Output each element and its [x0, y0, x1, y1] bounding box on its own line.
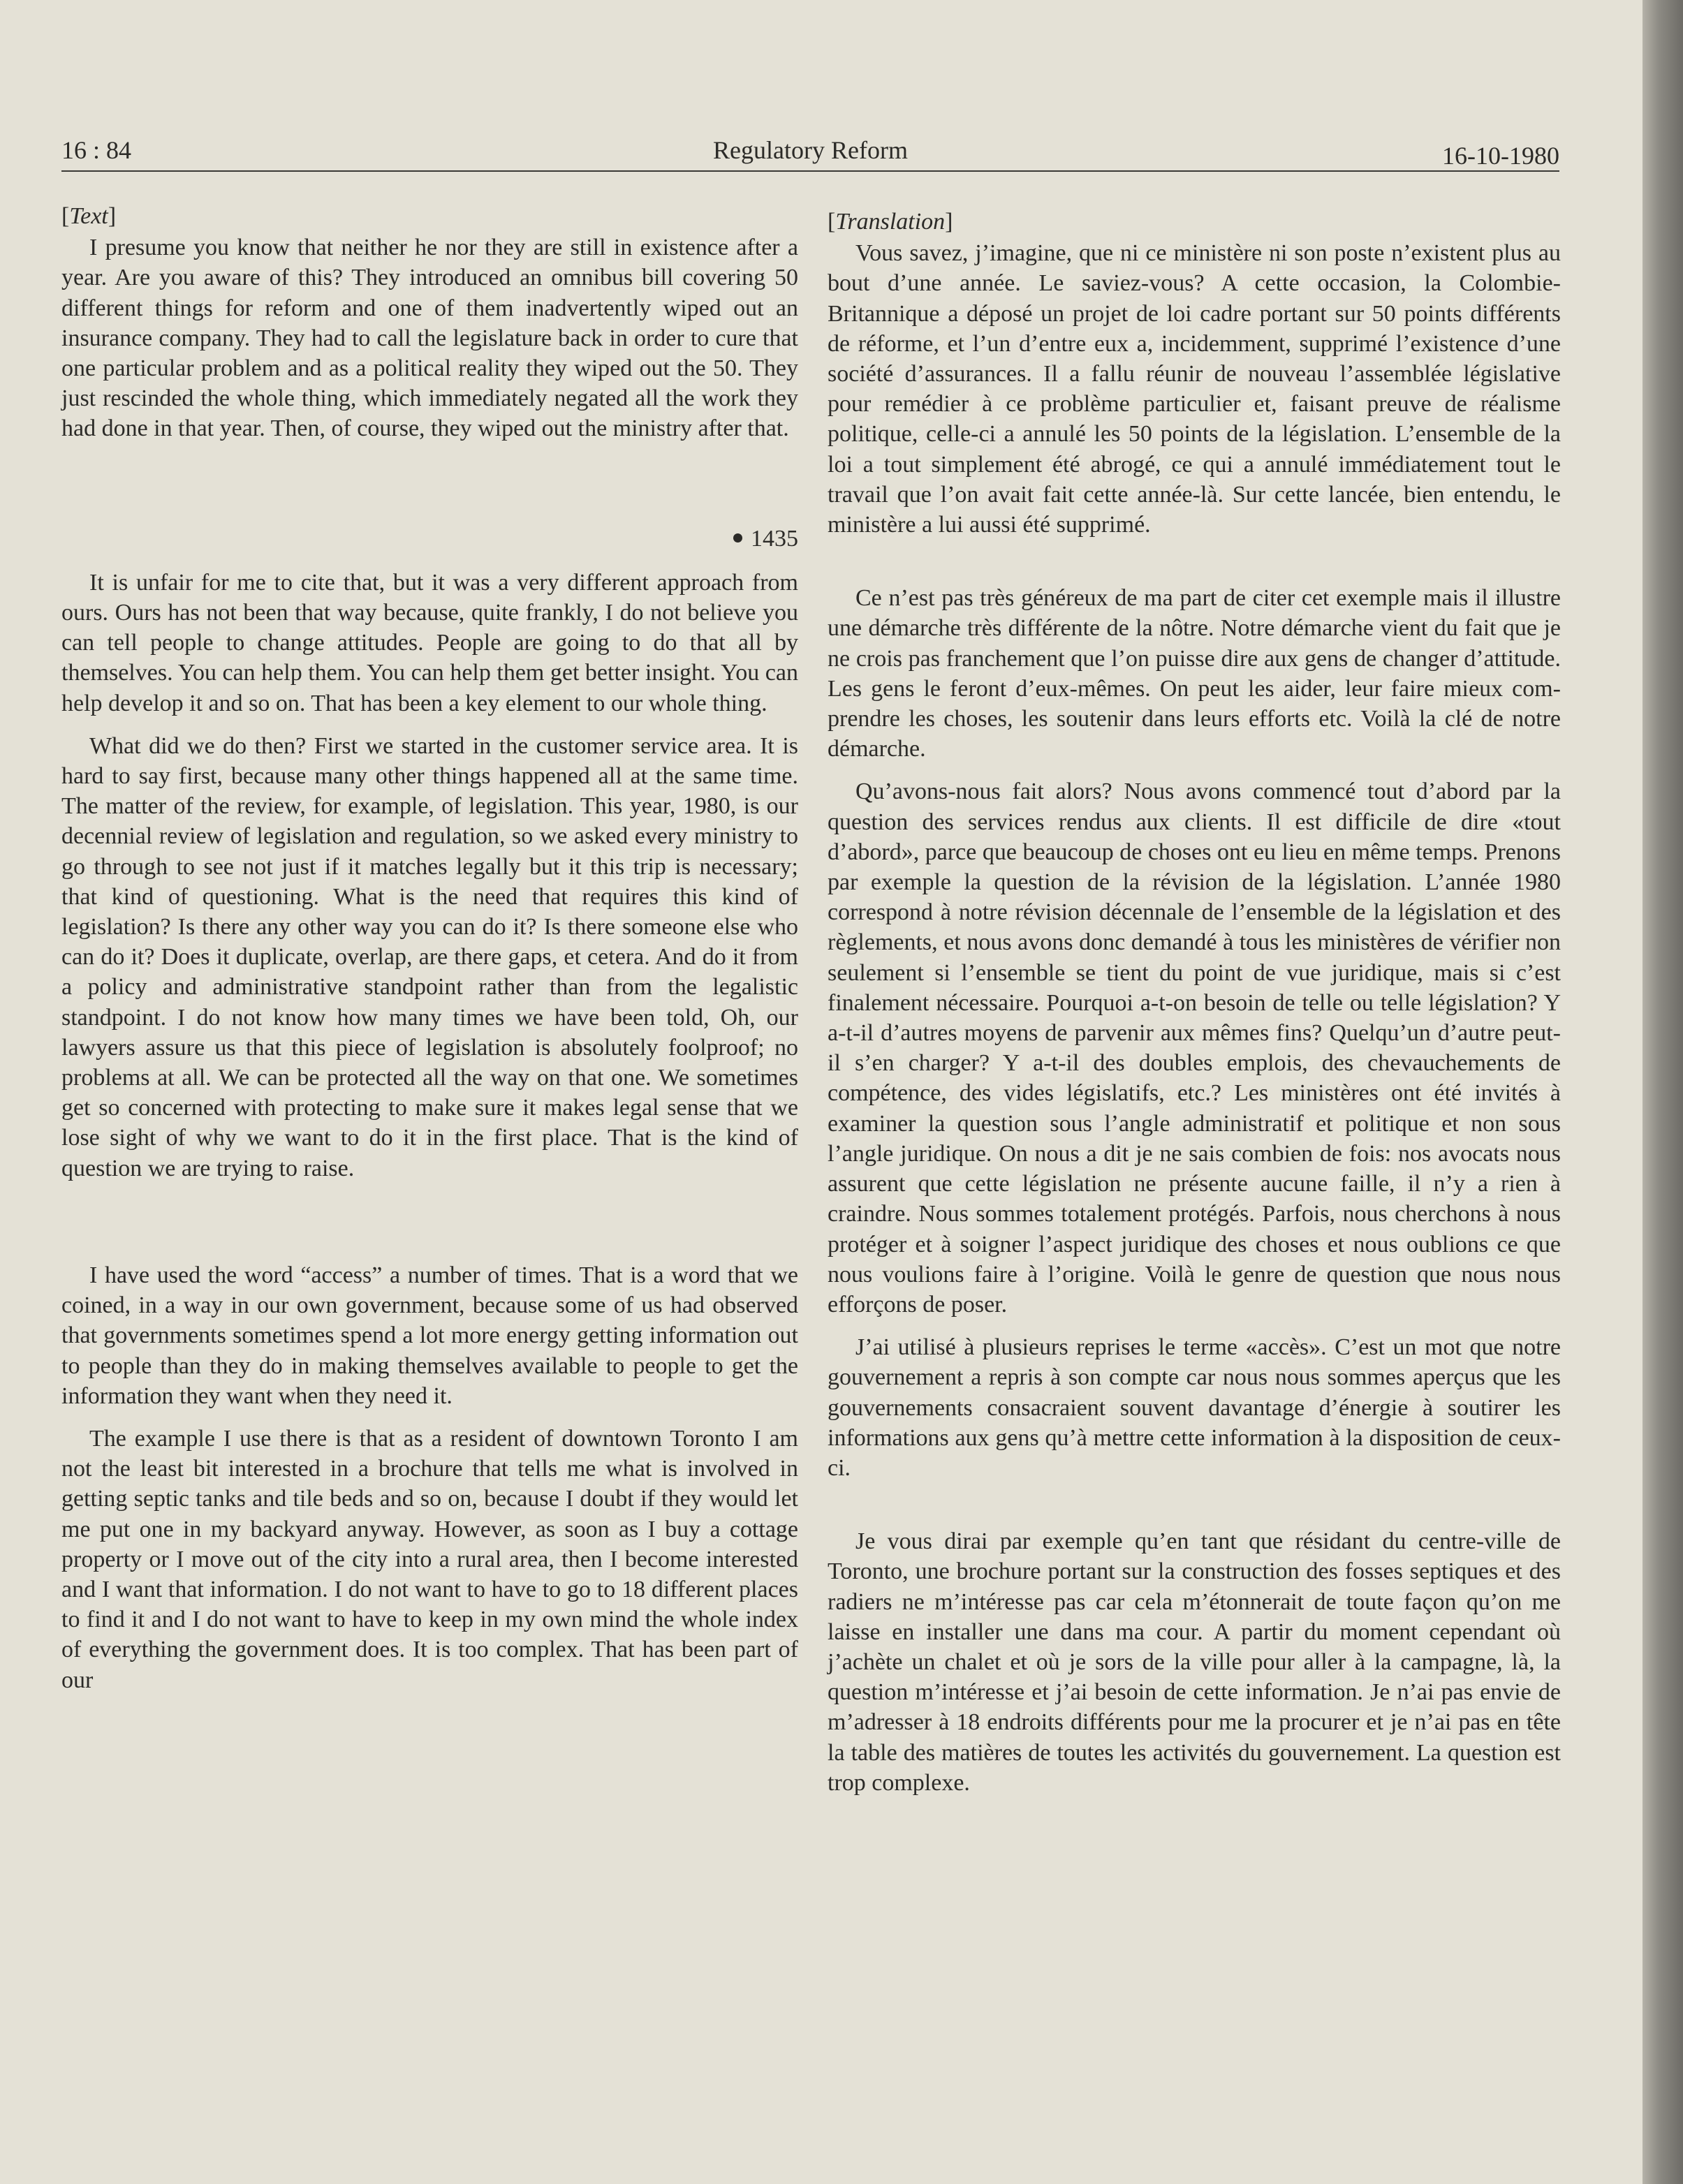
english-paragraph-3: What did we do then? First we started in the customer service area. It is hard to say first, because many other things happened all at the same time. The matter of the review, for example, of legislation. This year, 1980, is our decennial review of legislation and regulation, so we asked every ministry to go through to see not just if it matches legally but it this trip is necessary; that kind of questioning. What is the need that requires this kind of legislation? Is there any other way you can do it? Is there someone else who can do it? Does it duplicate, overlap, are there gaps, et cetera. And do it from a policy and administrative standpoint rather than from the legalistic standpoint. I do not know how many times we have been told, Oh, our lawyers assure us that this piece of legislation is absolutely foolproof; no problems at all. We can be protected all the way on that one. We sometimes get so concerned with protecting to make sure it makes legal sense that we lose sight of why we want to do it in the first place. That is the kind of question we are trying to raise. [61, 732, 798, 1181]
english-paragraph-5: The example I use there is that as a resident of downtown Toronto I am not the least bit interested in a brochure that tells me what is involved in getting septic tanks and tile beds and so on, because I doubt if they would let me put one in my backyard anyway. However, as soon as I buy a cottage property or I move out of the city into a rural area, then I become interested and I want that information. I do not want to have to go to 18 different places to find it and I do not want to have to keep in my own mind the whole index of everything the government does. It is too complex. That has been part of our [61, 1425, 798, 1693]
document-date: 16-10-1980 [1442, 142, 1559, 170]
time-marker-value: 1435 [751, 525, 798, 552]
english-paragraph-2: It is unfair for me to cite that, but it was a very different approach from ours. Ours has not been that way because, quite frankly, I do not believe you can tell people to change attitudes. People are going to do that all by themselves. You can help them. You can help them get better insight. You can help develop it and so on. That has been a key element to our whole thing. [61, 569, 798, 716]
french-paragraph-1: Vous savez, j’imagine, que ni ce ministère ni son poste n’existent plus au bout d’une année. Le saviez-vous? A cette occasion, la Colombie-Britannique a déposé un projet de loi cadre portant sur 50 points différents de réforme, et l’un d’entre eux a, incidemment, supprimé l’existence d’une société d’assurances. Il a fallu réunir de nouveau l’assemblée législative pour remédier à ce problème particulier et, faisant preuve de réalisme politique, celle-ci a annulé les 50 points de la législation. L’ensemble de la loi a tout simplement été abrogé, ce qui a annulé immédiatement tout le travail que l’on avait fait cette année-là. Sur cette lancée, bien entendu, le ministère a lui aussi été supprimé. [828, 240, 1561, 538]
english-column [61, 201, 798, 1695]
time-marker [61, 524, 798, 554]
french-paragraph-3: Qu’avons-nous fait alors? Nous avons commencé tout d’abord par la question des services rendus aux clients. Il est difficile de dire «tout d’abord», parce que beaucoup de choses ont eu lieu en même temps. Prenons par exemple la question de la révision de la législation. L’année 1980 correspond à notre révision décennale de l’ensemble de la législation et des règlements, et nous avons donc demandé à tous les ministères de vérifier non seulement si l’ensemble se tient du point de vue juridique, mais si c’est finalement nécessaire. Pourquoi a-t-on besoin de telle ou telle législation? Y a-t-il d’autres moyens de parvenir aux mêmes fins? Quelqu’un d’autre peut-il s’en charger? Y a-t-il des doubles emplois, des chevauchements de compétence, des vides législatifs, etc.? Les ministères ont été invités à examiner la question sous l’angle administratif et politique et non sous l’angle juridique. On nous a dit je ne sais combien de fois: nos avocats nous assurent que cette législation ne présente aucune faille, il n’y a rien à craindre. Nous sommes totalement protégés. Parfois, nous cherchons à nous protéger et à soigner l’aspect juridique des choses et nous oublions ce que nous voulions faire à l’origine. Voilà le genre de question que nous nous efforçons de poser. [828, 779, 1561, 1318]
page-number: 16 : 84 [61, 136, 132, 164]
document-title: Regulatory Reform [713, 136, 908, 164]
english-paragraph-4: I have used the word “access” a number of times. That is a word that we coined, in a way in our own government, because some of us had observed that governments sometimes spend a lot more energy getting information out to people than they do in making themselves available to people to get the information they want when they need it. [61, 1262, 798, 1409]
french-column [828, 207, 1561, 1798]
page-edge-shadow [1642, 0, 1683, 2184]
french-paragraph-4: J’ai utilisé à plusieurs reprises le terme «accès». C’est un mot que notre gouvernement a repris à son compte car nous nous sommes aperçus que les gouvernements consacraient souvent davantage d’énergie à soutirer les informations aux gens qu’à mettre cette information à la disposition de ceux-ci. [828, 1334, 1561, 1481]
bullet-icon [733, 533, 742, 543]
english-section-label: [Text] [61, 203, 117, 229]
french-section-label: [Translation] [828, 209, 953, 235]
french-paragraph-5: Je vous dirai par exemple qu’en tant que résidant du centre-ville de Toronto, une brochure portant sur la construction des fosses septiques et des radiers ne m’intéresse pas car cela m’étonnerait de toute façon qu’on me laisse en installer une dans ma cour. A partir du moment cependant où j’achète un chalet et où je sors de la ville pour aller à la campagne, là, la question m’intéresse et j’ai besoin de cette information. Je n’ai pas envie de m’adresser à 18 endroits différents pour me la procurer et je n’ai pas en tête la table des matières de toutes les activités du gouvernement. La question est trop complexe. [828, 1528, 1561, 1796]
french-paragraph-2: Ce n’est pas très généreux de ma part de citer cet exemple mais il illustre une démarche très différente de la nôtre. Notre démarche vient du fait que je ne crois pas franchement que l’on puisse dire aux gens de changer d’attitude. Les gens le feront d’eux-mêmes. On peut les aider, leur faire mieux comprendre les choses, les soutenir dans leurs efforts etc. Voilà la clé de notre démarche. [828, 585, 1561, 762]
english-paragraph-1: I presume you know that neither he nor they are still in existence after a year. Are you aware of this? They introduced an omnibus bill covering 50 different things for reform and one of them inadvertently wiped out an insurance company. They had to call the legislature back in order to cure that one particular problem and as a political reality they wiped out the 50. They just rescinded the whole thing, which immediately negated all the work they had done in that year. Then, of course, they wiped out the ministry after that. [61, 235, 798, 442]
running-header [61, 131, 1559, 172]
